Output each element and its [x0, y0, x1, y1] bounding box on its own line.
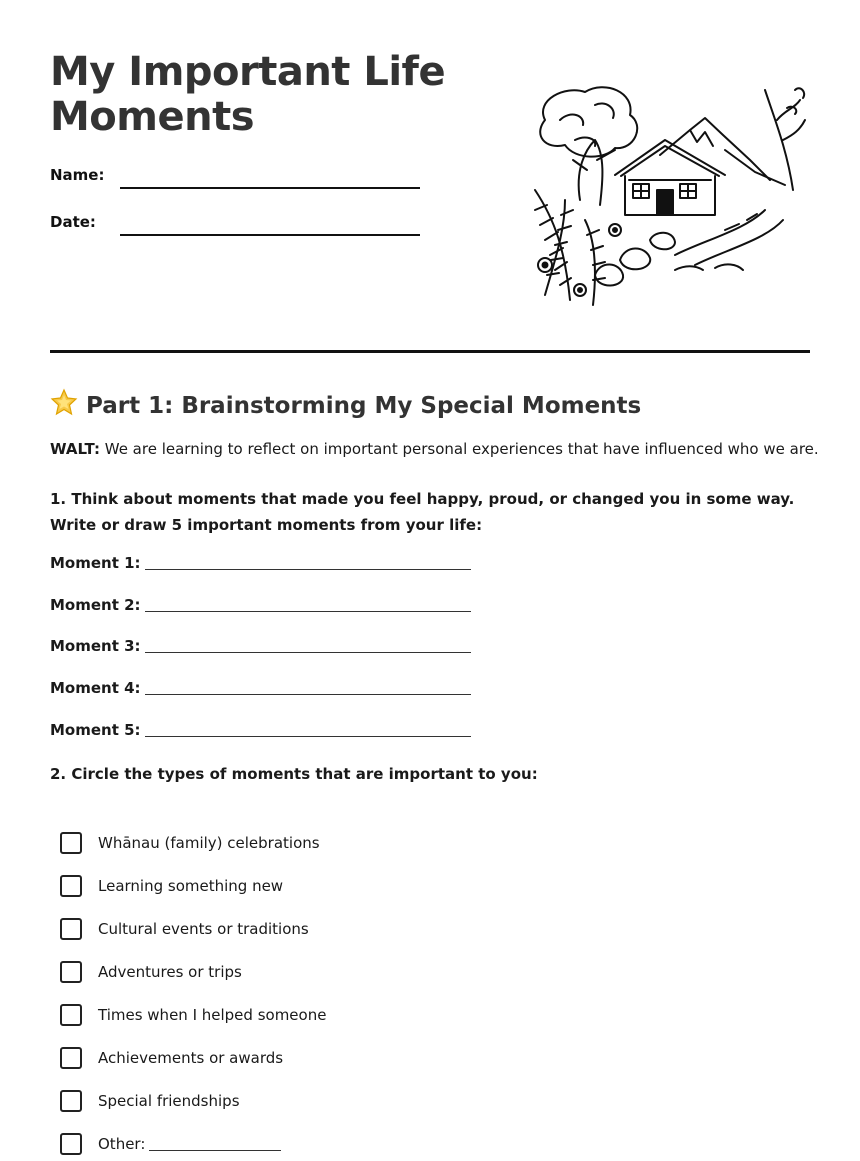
option-label: Special friendships: [98, 1092, 240, 1110]
moment-1-row: [50, 554, 471, 572]
date-line[interactable]: [120, 234, 420, 236]
moment-5-blank[interactable]: [145, 722, 471, 737]
option-other-label-row: [98, 1135, 281, 1153]
moment-3-blank[interactable]: [145, 638, 471, 653]
part1-heading-text: Part 1: Brainstorming My Special Moments: [86, 393, 642, 419]
checkbox[interactable]: [60, 918, 82, 940]
moment-4-blank[interactable]: [145, 680, 471, 695]
walt-statement: [50, 440, 830, 458]
option-label: Whānau (family) celebrations: [98, 834, 320, 852]
checkbox[interactable]: [60, 1004, 82, 1026]
moment-5-row: [50, 721, 471, 739]
option-label: Other:: [98, 1135, 146, 1153]
moment-3-row: [50, 637, 471, 655]
moment-label: Moment 3:: [50, 637, 141, 655]
name-field[interactable]: [50, 166, 420, 196]
moment-label: Moment 4:: [50, 679, 141, 697]
moment-label: Moment 1:: [50, 554, 141, 572]
wharenui-landscape-illustration: [525, 80, 810, 315]
option-label: Learning something new: [98, 877, 284, 895]
checkbox[interactable]: [60, 1047, 82, 1069]
name-line[interactable]: [120, 187, 420, 189]
walt-label: WALT:: [50, 440, 100, 458]
walt-text: We are learning to reflect on important personal experiences that have influenced who we are.: [99, 440, 819, 458]
part1-heading: [50, 388, 641, 419]
moment-label: Moment 5:: [50, 721, 141, 739]
date-field[interactable]: [50, 213, 420, 243]
moment-1-blank[interactable]: [145, 555, 471, 570]
option-label: Times when I helped someone: [98, 1006, 327, 1024]
option-label: Cultural events or traditions: [98, 920, 309, 938]
moment-4-row: [50, 679, 471, 697]
name-label: Name:: [50, 166, 105, 184]
moment-2-row: [50, 596, 471, 614]
question-1: 1. Think about moments that made you feel happy, proud, or changed you in some way. Write or draw 5 important moments from your life:: [50, 490, 795, 534]
moment-2-blank[interactable]: [145, 597, 471, 612]
other-blank[interactable]: [149, 1136, 281, 1151]
option-label: Achievements or awards: [98, 1049, 284, 1067]
checkbox[interactable]: [60, 961, 82, 983]
checkbox[interactable]: [60, 1133, 82, 1155]
glowing-star-icon: [50, 388, 78, 416]
option-label: Adventures or trips: [98, 963, 242, 981]
moment-label: Moment 2:: [50, 596, 141, 614]
date-label: Date:: [50, 213, 96, 231]
section-divider: [50, 350, 810, 353]
page-title: My Important Life Moments: [50, 49, 446, 140]
checkbox[interactable]: [60, 875, 82, 897]
checkbox[interactable]: [60, 832, 82, 854]
checkbox[interactable]: [60, 1090, 82, 1112]
question-2: 2. Circle the types of moments that are important to you:: [50, 765, 538, 783]
